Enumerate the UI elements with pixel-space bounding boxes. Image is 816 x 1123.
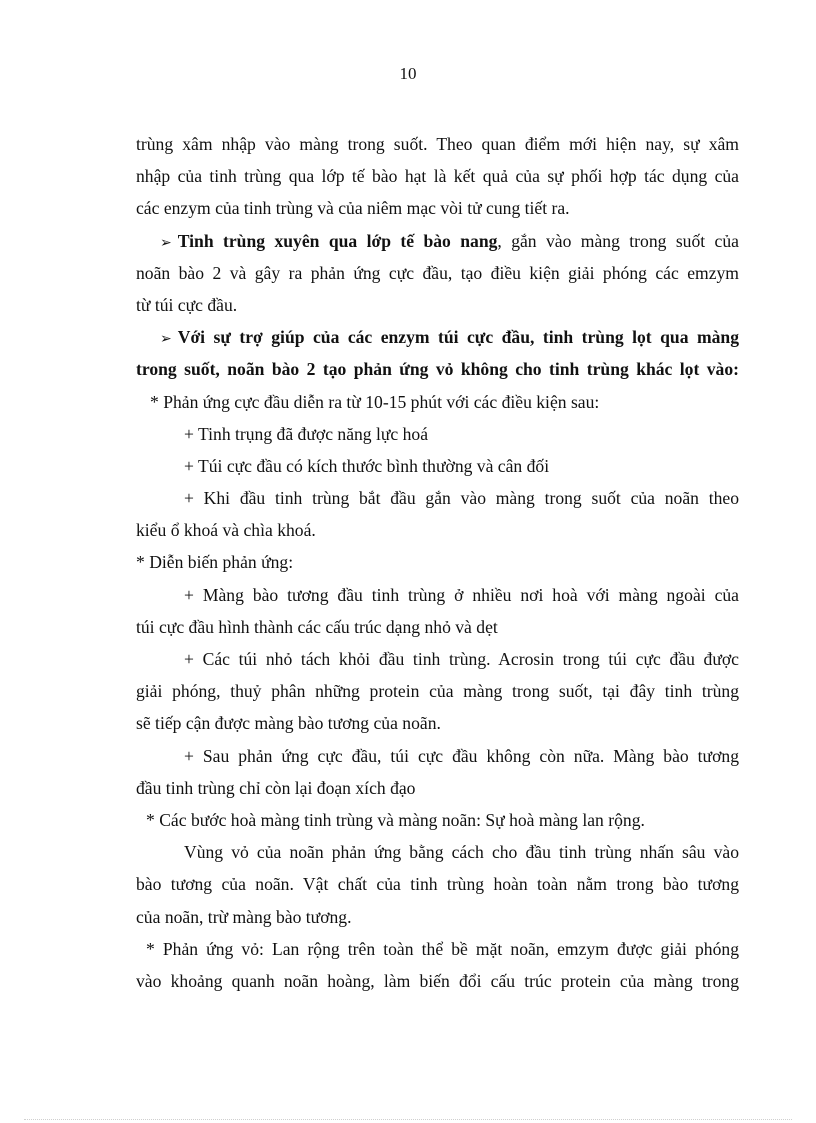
text-line: + Các túi nhỏ tách khỏi đầu tinh trùng. Acrosin trong túi cực đầu được: [184, 649, 739, 669]
page-bottom-divider: [24, 1119, 792, 1120]
text-line: túi cực đầu hình thành các cấu trúc dạng nhỏ và dẹt: [136, 616, 498, 637]
text-line: vào khoảng quanh noãn hoàng, làm biến đổi cấu trúc protein của màng trong: [136, 970, 739, 991]
text-line: trong suốt, noãn bào 2 tạo phản ứng vỏ không cho tinh trùng khác lọt vào:: [136, 359, 739, 380]
text-line: + Tinh trụng đã được năng lực hoá: [184, 423, 429, 444]
text-line: nhập của tinh trùng qua lớp tế bào hạt là kết quả của sự phối hợp tác dụng của: [136, 166, 739, 187]
text-line: sẽ tiếp cận được màng bào tương của noãn.: [136, 713, 441, 734]
bold-phrase: Với sự trợ giúp của các enzym túi cực đầu, tinh trùng lọt qua màng: [177, 327, 739, 348]
text-line: từ túi cực đầu.: [136, 294, 238, 315]
text-line: + Khi đầu tinh trùng bắt đầu gắn vào màng trong suốt của noãn theo: [184, 488, 739, 509]
text-line: + Túi cực đầu có kích thước bình thường và cân đối: [184, 455, 550, 476]
text-line: của noãn, trừ màng bào tương.: [136, 906, 352, 927]
text-line: + Sau phản ứng cực đầu, túi cực đầu không còn nữa. Màng bào tương: [184, 745, 739, 766]
document-body: [136, 128, 739, 997]
bold-phrase: Tinh trùng xuyên qua lớp tế bào nang: [177, 230, 498, 251]
text-span: , gắn vào màng trong suốt của: [497, 230, 739, 251]
text-line: * Diễn biến phản ứng:: [136, 552, 294, 573]
text-line: * Các bước hoà màng tinh trùng và màng noãn: Sự hoà màng lan rộng.: [146, 809, 645, 830]
text-line: các enzym của tinh trùng và của niêm mạc vòi tử cung tiết ra.: [136, 198, 570, 219]
arrow-bullet-icon: ➢: [160, 234, 172, 251]
text-line: giải phóng, thuỷ phân những protein của màng trong suốt, tại đây tinh trùng: [136, 681, 739, 702]
bullet-paragraph-line: [136, 225, 739, 257]
text-line: noãn bào 2 và gây ra phản ứng cực đầu, tạo điều kiện giải phóng các emzym: [136, 262, 739, 283]
text-line: đầu tinh trùng chỉ còn lại đoạn xích đạo: [136, 777, 416, 798]
text-line: kiểu ổ khoá và chìa khoá.: [136, 520, 316, 541]
text-line: Vùng vỏ của noãn phản ứng bằng cách cho đầu tinh trùng nhấn sâu vào: [184, 842, 739, 863]
arrow-bullet-icon: ➢: [160, 331, 172, 348]
text-line: * Phản ứng vỏ: Lan rộng trên toàn thể bề mặt noãn, emzym được giải phóng: [146, 938, 739, 959]
text-line: + Màng bào tương đầu tinh trùng ở nhiều nơi hoà với màng ngoài của: [184, 584, 739, 605]
bullet-paragraph-line: [136, 321, 739, 353]
page-number: 10: [399, 64, 417, 83]
text-line: bào tương của noãn. Vật chất của tinh trùng hoàn toàn nằm trong bào tương: [136, 874, 739, 895]
text-line: trùng xâm nhập vào màng trong suốt. Theo quan điểm mới hiện nay, sự xâm: [136, 134, 739, 154]
text-line: * Phản ứng cực đầu diễn ra từ 10-15 phút với các điều kiện sau:: [150, 391, 600, 412]
